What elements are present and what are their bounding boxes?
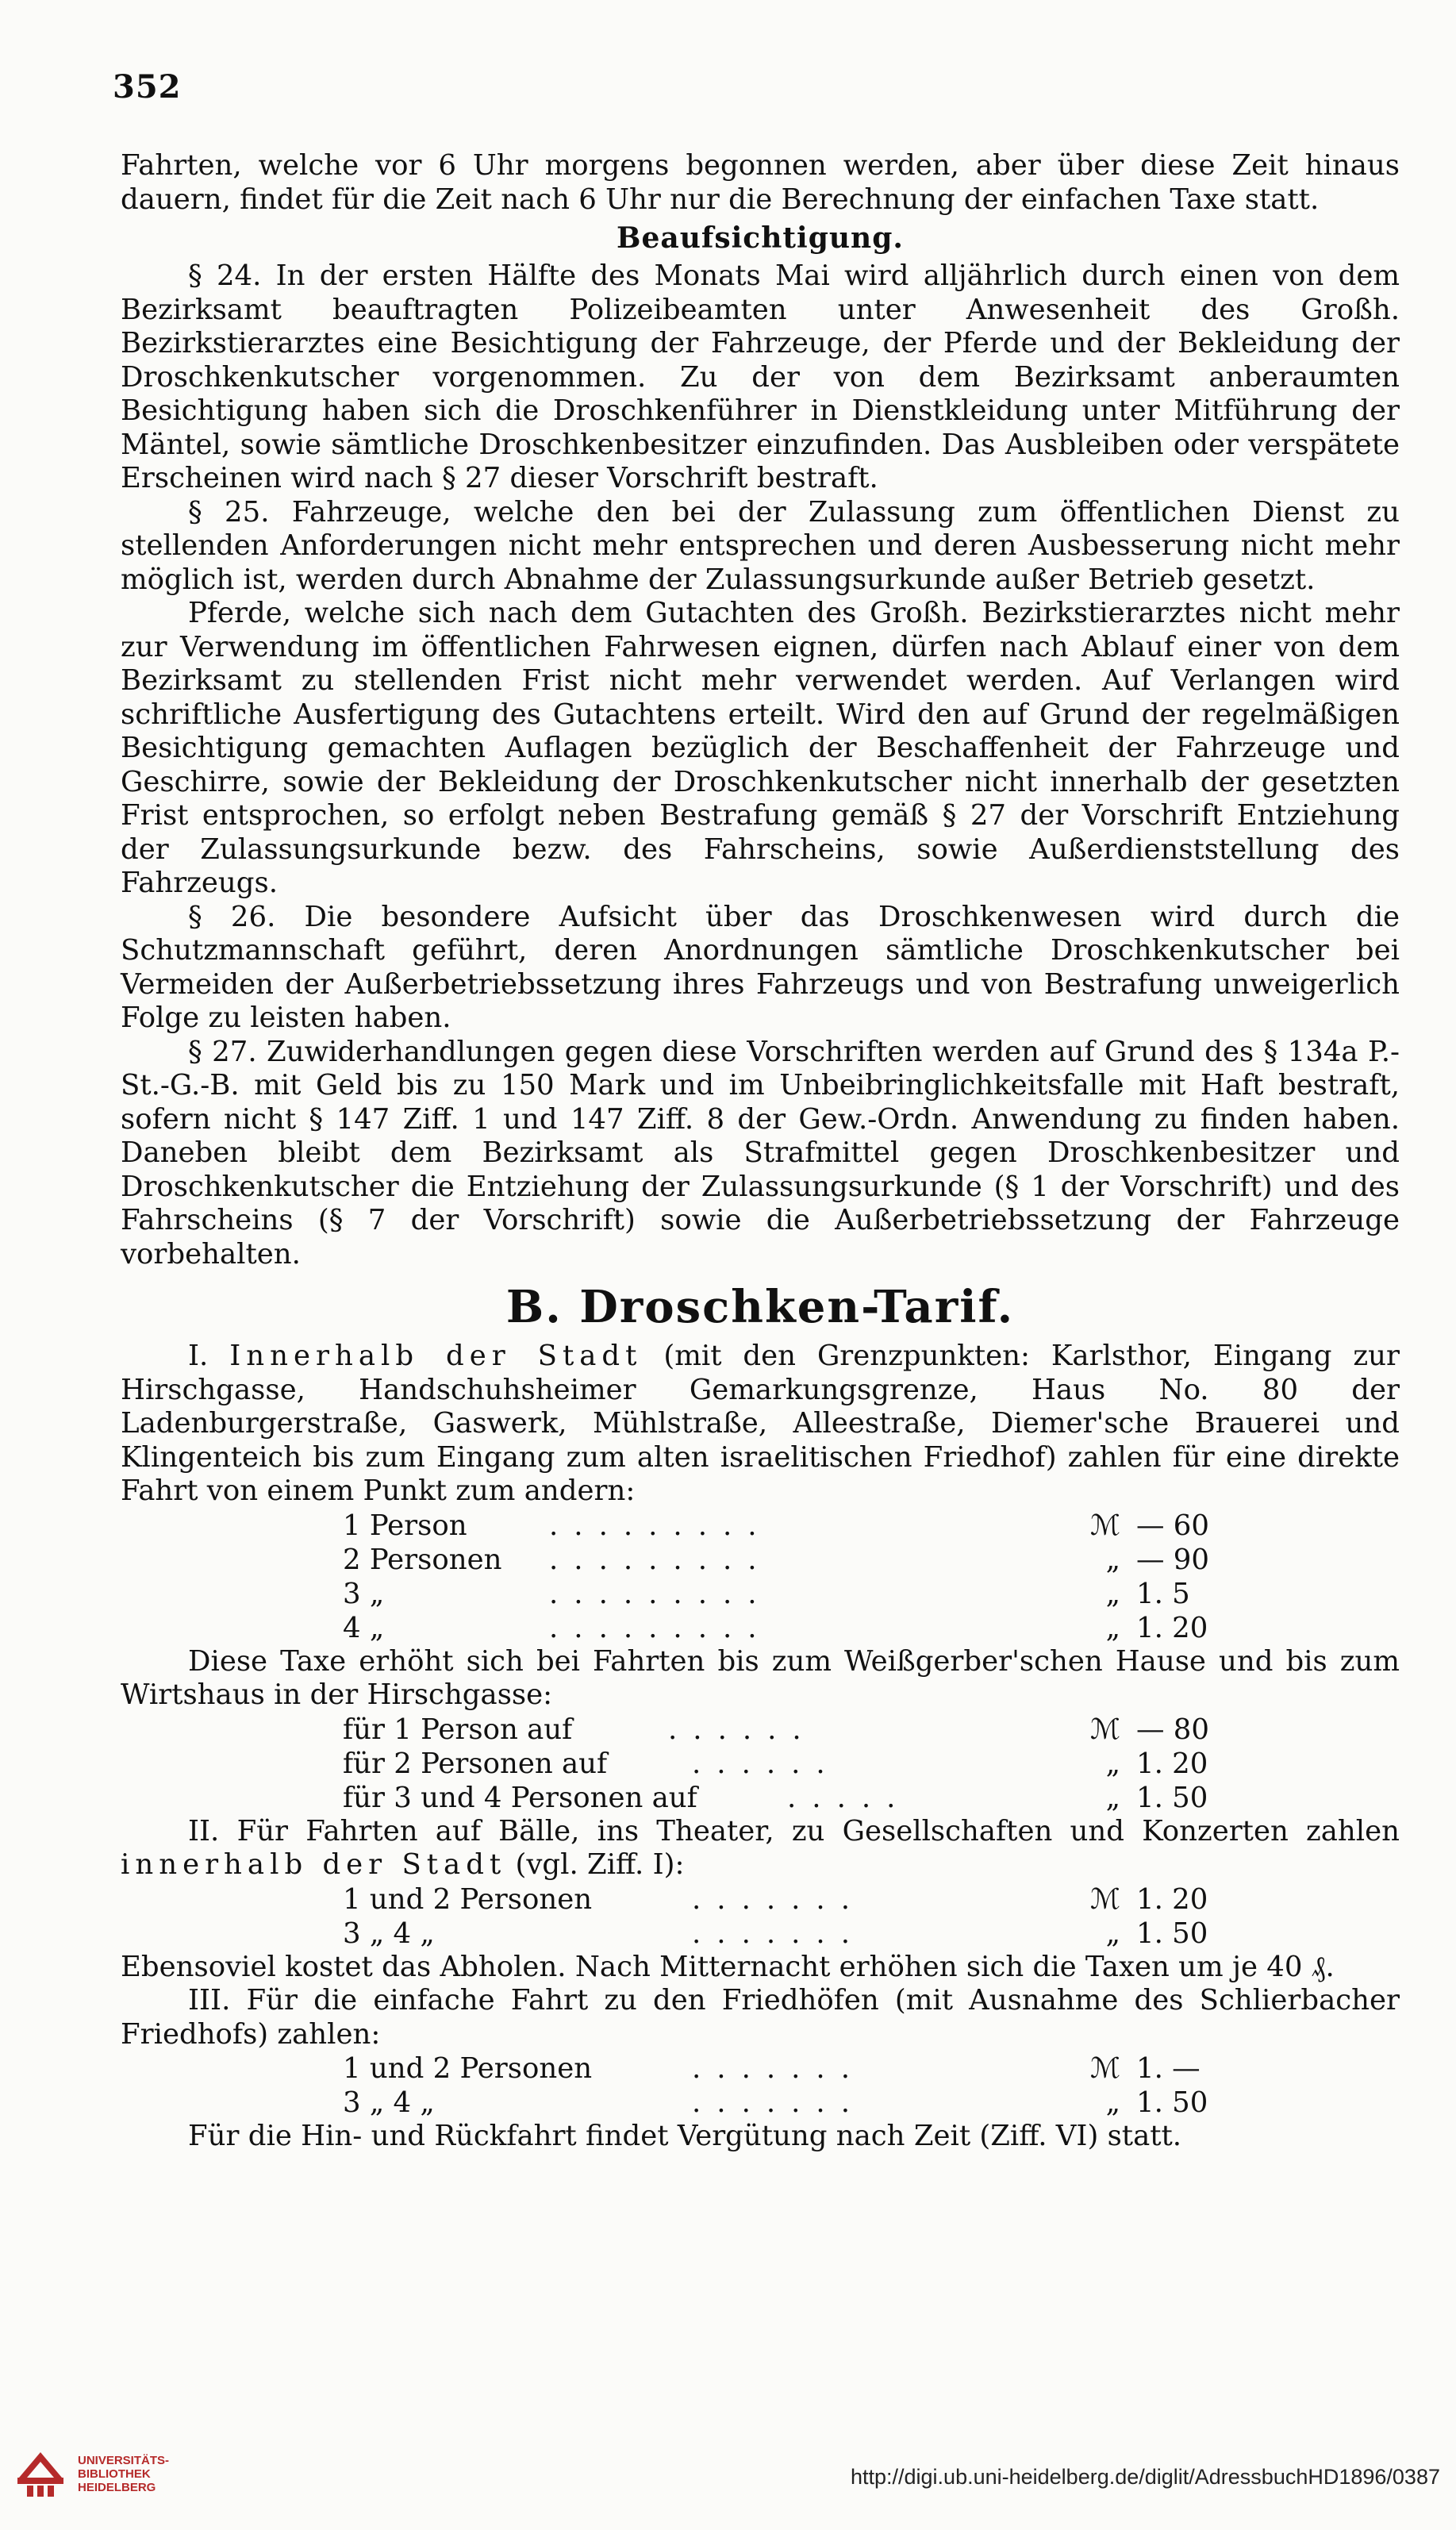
row-amount: 1. 20 [1136,1611,1208,1644]
dot-leader: ....... [692,2086,866,2119]
section-2-numeral: II. [188,1814,220,1848]
section-3-note: Für die Hin- und Rückfahrt findet Vergütung nach Zeit (Ziff. VI) statt. [188,2120,1182,2152]
row-currency: „ [1105,1917,1120,1950]
tariff-table-1b [121,1713,1400,1815]
tariff-row [121,1509,1400,1543]
tariff-row [121,2051,1400,2086]
row-label: für 3 und 4 Personen auf [343,1781,697,1814]
row-currency: ℳ [1090,1509,1120,1542]
row-amount: 1. 50 [1136,1781,1208,1814]
library-footer [0,2413,1456,2530]
row-currency: „ [1105,2086,1120,2119]
row-label: 3 „ [343,1577,385,1610]
row-currency: „ [1105,1577,1120,1610]
tariff-row [121,1747,1400,1781]
tariff-row [121,1882,1400,1917]
row-amount: — 60 [1136,1509,1209,1542]
row-currency: ℳ [1090,2052,1120,2085]
logo-line: BIBLIOTHEK [78,2467,151,2481]
row-currency: ℳ [1090,1882,1120,1916]
logo-line: UNIVERSITÄTS- [78,2454,170,2467]
section-3-intro [121,1984,1400,2051]
text-column [121,149,1400,2154]
dot-leader: ......... [549,1577,773,1610]
row-amount: — 80 [1136,1713,1209,1746]
tariff-row [121,1781,1400,1815]
row-label: 3 „ 4 „ [343,1917,435,1950]
dot-leader: ....... [692,1917,866,1950]
dot-leader: ......... [549,1543,773,1576]
row-amount: 1. 20 [1136,1882,1208,1916]
dot-leader: ......... [549,1611,773,1644]
section-1-note: Diese Taxe erhöht sich bei Fahrten bis zum Weißgerber'schen Hause und bis zum Wirtshaus in der Hirschgasse: [121,1644,1400,1711]
tariff-row [121,1917,1400,1951]
dot-leader: ....... [692,1882,866,1916]
section-2-intro [121,1815,1400,1882]
row-label: 1 Person [343,1509,467,1542]
section-1-spaced-text: Innerhalb der Stadt [229,1340,643,1372]
row-amount: 1. 50 [1136,2086,1208,2119]
row-amount: 1. 20 [1136,1747,1208,1780]
row-currency: „ [1105,1781,1120,1814]
section-1-intro [121,1340,1400,1509]
row-label: für 1 Person auf [343,1713,573,1746]
dot-leader: ..... [787,1781,912,1814]
section-2-note: Ebensoviel kostet das Abholen. Nach Mitternacht erhöhen sich die Taxen um je 40 ₰. [121,1950,1335,1983]
section-3-text: Für die einfache Fahrt zu den Friedhöfen (mit Ausnahme des Schlierbacher Friedhofs) zahlen: [121,1984,1400,2051]
intro-paragraph: Fahrten, welche vor 6 Uhr morgens begonnen werden, aber über diese Zeit hinaus dauern, findet für die Zeit nach 6 Uhr nur die Berechnung der einfachen Taxe statt. [121,149,1400,216]
library-logo-text [78,2454,169,2494]
row-label: 4 „ [343,1611,385,1644]
section-3-numeral: III. [188,1984,231,2017]
row-currency: „ [1105,1747,1120,1780]
row-amount: 1. — [1136,2052,1201,2085]
tariff-row [121,1577,1400,1611]
row-label: 1 und 2 Personen [343,1882,593,1916]
dot-leader: ....... [692,2052,866,2085]
tariff-table-3 [121,2051,1400,2120]
section-heading-beaufsichtigung: Beaufsichtigung. [617,221,904,255]
dot-leader: ......... [549,1509,773,1542]
paragraph-25-pferde: Pferde, welche sich nach dem Gutachten des Großh. Bezirkstierarztes nicht mehr zur Verwendung im öffentlichen Fahrwesen eignen, dürfen nach Ablauf einer von dem Bezirksamt zu stellenden Frist nicht mehr verwendet werden. Auf Verlangen wird schriftliche Ausfertigung des Gutachtens erteilt. Wird den auf Grund der regelmäßigen Besichtigung gemachten Auflagen bezüglich der Beschaffenheit der Fahrzeuge und Geschirre, sowie der Bekleidung der Droschkenkutscher nicht innerhalb der gesetzten Frist entsprochen, so erfolgt neben Bestrafung gemäß § 27 der Vorschrift Entziehung der Zulassungsurkunde bezw. des Fahrscheins, sowie Außerdienststellung des Fahrzeugs. [121,597,1400,899]
row-label: 1 und 2 Personen [343,2052,593,2085]
tariff-row [121,1713,1400,1747]
dot-leader: ...... [692,1747,841,1780]
row-label: für 2 Personen auf [343,1747,608,1780]
paragraph-27: § 27. Zuwiderhandlungen gegen diese Vorschriften werden auf Grund des § 134a P.-St.-G.-B. mit Geld bis zu 150 Mark und im Unbeibringlichkeitsfalle mit Haft bestraft, sofern nicht § 147 Ziff. 1 und 147 Ziff. 8 der Gew.-Ordn. Anwendung zu finden haben. Daneben bleibt dem Bezirksamt als Strafmittel gegen Droschkenbesitzer und Droschkenkutscher die Entziehung der Zulassungsurkunde (§ 1 der Vorschrift) und des Fahrscheins (§ 7 der Vorschrift) sowie die Außerbetriebssetzung der Fahrzeuge vorbehalten. [121,1035,1400,1271]
tariff-row [121,1543,1400,1577]
row-label: 2 Personen [343,1543,502,1576]
section-2-spaced-text: innerhalb der Stadt [121,1848,507,1881]
row-amount: 1. 50 [1136,1917,1208,1950]
tariff-table-1 [121,1509,1400,1645]
row-amount: — 90 [1136,1543,1209,1576]
row-currency: ℳ [1090,1713,1120,1746]
section-2-text-a: Für Fahrten auf Bälle, ins Theater, zu Gesellschaften und Konzerten zahlen [236,1814,1400,1848]
tariff-heading: B. Droschken-Tarif. [505,1281,1015,1333]
university-library-logo-icon [13,2446,68,2501]
logo-line: HEIDELBERG [78,2481,156,2494]
paragraph-24: § 24. In der ersten Hälfte des Monats Mai wird alljährlich durch einen von dem Bezirksamt beauftragten Polizeibeamten unter Anwesenheit des Großh. Bezirkstierarztes eine Besichtigung der Fahrzeuge, der Pferde und der Bekleidung der Droschkenkutscher vorgenommen. Zu der von dem Bezirksamt anberaumten Besichtigung haben sich die Droschkenführer in Dienstkleidung unter Mitführung der Mäntel, sowie sämtliche Droschkenbesitzer einzufinden. Das Ausbleiben oder verspätete Erscheinen wird nach § 27 dieser Vorschrift bestraft. [121,260,1400,494]
tariff-table-2 [121,1882,1400,1951]
tariff-row [121,2086,1400,2120]
section-2-text-b: (vgl. Ziff. I): [515,1848,685,1881]
paragraph-26: § 26. Die besondere Aufsicht über das Droschkenwesen wird durch die Schutzmannschaft geführt, deren Anordnungen sämtliche Droschkenkutscher bei Vermeiden der Außerbetriebssetzung ihres Fahrzeugs und von Bestrafung unweigerlich Folge zu leisten haben. [121,900,1400,1034]
paragraph-25: § 25. Fahrzeuge, welche den bei der Zulassung zum öffentlichen Dienst zu stellenden Anforderungen nicht mehr entsprechen und deren Ausbesserung nicht mehr möglich ist, werden durch Abnahme der Zulassungsurkunde außer Betrieb gesetzt. [121,495,1400,596]
section-1-text: (mit den Grenzpunkten: Karlsthor, Eingang zur Hirschgasse, Handschuhsheimer Gemarkungsgrenze, Haus No. 80 der Ladenburgerstraße, Gaswerk, Mühlstraße, Alleestraße, Diemer'sche Brauerei und Klingenteich bis zum Eingang zum alten israelitischen Friedhof) zahlen für eine direkte Fahrt von einem Punkt zum andern: [121,1340,1400,1507]
row-currency: „ [1105,1611,1120,1644]
row-label: 3 „ 4 „ [343,2086,435,2119]
source-url[interactable]: http://digi.ub.uni-heidelberg.de/diglit/AdressbuchHD1896/0387 [850,2465,1440,2489]
section-1-numeral: I. [188,1340,209,1372]
dot-leader: ...... [668,1713,817,1746]
row-currency: „ [1105,1543,1120,1576]
row-amount: 1. 5 [1136,1577,1190,1610]
tariff-row [121,1611,1400,1645]
page-number: 352 [113,68,182,106]
